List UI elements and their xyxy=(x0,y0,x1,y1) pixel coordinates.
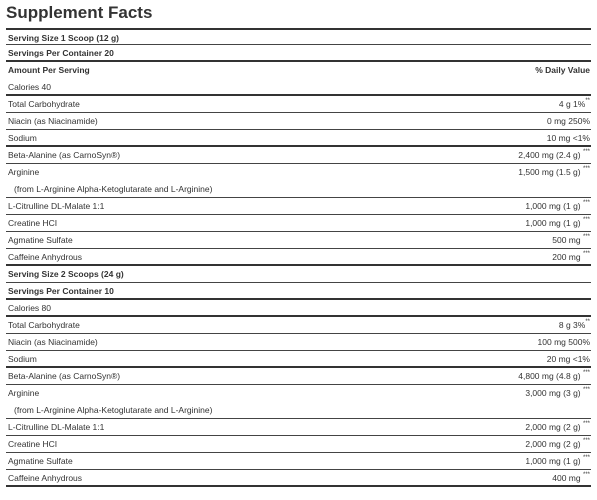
servings-per-container-label: Servings Per Container 20 xyxy=(8,48,114,58)
servings-per-container-label: Servings Per Container 10 xyxy=(8,286,114,296)
nutrient-value: 8 g 3%** xyxy=(558,319,590,330)
nutrient-row xyxy=(6,368,591,385)
nutrient-label: Caffeine Anhydrous xyxy=(8,252,83,262)
servings-per-container-row xyxy=(6,45,591,62)
nutrient-row xyxy=(6,164,591,181)
amount-header-row xyxy=(6,62,591,79)
nutrient-row xyxy=(6,113,591,130)
nutrient-value: 3,000 mg (3 g) *** xyxy=(525,387,590,398)
nutrient-label: L-Citrulline DL-Malate 1:1 xyxy=(8,201,105,211)
serving-size-label: Serving Size 2 Scoops (24 g) xyxy=(8,269,124,279)
nutrient-label: Total Carbohydrate xyxy=(8,99,80,109)
nutrient-label: Sodium xyxy=(8,354,37,364)
nutrient-row xyxy=(6,249,591,266)
nutrient-row xyxy=(6,334,591,351)
footnote-mark: *** xyxy=(582,149,590,155)
nutrient-row xyxy=(6,436,591,453)
nutrient-value: 0 mg 250% xyxy=(547,116,590,126)
footnote-mark: *** xyxy=(582,166,590,172)
nutrient-label: Niacin (as Niacinamide) xyxy=(8,116,98,126)
amount-per-serving-header: Amount Per Serving xyxy=(8,65,90,75)
nutrient-value: 1,500 mg (1.5 g) *** xyxy=(518,166,590,177)
footnote-mark: *** xyxy=(582,387,590,393)
footnote-mark: *** xyxy=(582,421,590,427)
serving-size-row xyxy=(6,28,591,45)
nutrient-label: Caffeine Anhydrous xyxy=(8,473,83,483)
facts-table xyxy=(6,28,591,487)
footnote-mark: *** xyxy=(582,200,590,206)
nutrient-row xyxy=(6,96,591,113)
nutrient-row xyxy=(6,385,591,402)
footnote-mark: *** xyxy=(582,370,590,376)
nutrient-row xyxy=(6,147,591,164)
nutrient-value: 1,000 mg (1 g) *** xyxy=(525,217,590,228)
nutrient-label: Agmatine Sulfate xyxy=(8,456,73,466)
nutrient-value: 4 g 1%** xyxy=(558,98,590,109)
footnote-mark: *** xyxy=(582,251,590,257)
nutrient-value: 1,000 mg (1 g) *** xyxy=(525,200,590,211)
nutrient-label: Total Carbohydrate xyxy=(8,320,80,330)
nutrient-value: 10 mg <1% xyxy=(546,133,590,143)
footnote-mark: *** xyxy=(582,234,590,240)
nutrient-label: Sodium xyxy=(8,133,37,143)
nutrient-subnote: (from L-Arginine Alpha-Ketoglutarate and L-Arginine) xyxy=(14,184,213,194)
calories-row xyxy=(6,300,591,317)
nutrient-value: 2,400 mg (2.4 g) *** xyxy=(518,149,590,160)
nutrient-label: Niacin (as Niacinamide) xyxy=(8,337,98,347)
serving-size-label: Serving Size 1 Scoop (12 g) xyxy=(8,33,120,43)
nutrient-value: 200 mg *** xyxy=(552,251,590,262)
footnote-mark: *** xyxy=(582,438,590,444)
calories-label: Calories 80 xyxy=(8,303,51,313)
footnote-mark: *** xyxy=(582,455,590,461)
nutrient-row xyxy=(6,198,591,215)
serving-size-row xyxy=(6,266,591,283)
nutrient-row xyxy=(6,232,591,249)
nutrient-subnote: (from L-Arginine Alpha-Ketoglutarate and L-Arginine) xyxy=(14,405,213,415)
footnote-mark: ** xyxy=(585,319,590,325)
nutrient-value: 1,000 mg (1 g) *** xyxy=(525,455,590,466)
nutrient-row xyxy=(6,351,591,368)
calories-row xyxy=(6,79,591,96)
nutrient-label: Arginine xyxy=(8,388,40,398)
nutrient-row xyxy=(6,419,591,436)
daily-value-header: % Daily Value xyxy=(535,65,590,75)
nutrient-subnote-row xyxy=(6,181,591,198)
nutrient-row xyxy=(6,317,591,334)
nutrient-label: L-Citrulline DL-Malate 1:1 xyxy=(8,422,105,432)
nutrient-row xyxy=(6,130,591,147)
nutrient-label: Beta-Alanine (as CarnoSyn®) xyxy=(8,371,121,381)
nutrient-value: 4,800 mg (4.8 g) *** xyxy=(518,370,590,381)
footnote-mark: *** xyxy=(582,217,590,223)
calories-label: Calories 40 xyxy=(8,82,51,92)
nutrient-subnote-row xyxy=(6,402,591,419)
nutrient-value: 400 mg *** xyxy=(552,472,590,483)
nutrient-row xyxy=(6,215,591,232)
nutrient-row xyxy=(6,453,591,470)
nutrient-value: 20 mg <1% xyxy=(546,354,590,364)
nutrient-label: Creatine HCI xyxy=(8,439,58,449)
nutrient-label: Creatine HCI xyxy=(8,218,58,228)
nutrient-label: Agmatine Sulfate xyxy=(8,235,73,245)
nutrient-value: 2,000 mg (2 g) *** xyxy=(525,421,590,432)
nutrient-value: 500 mg *** xyxy=(552,234,590,245)
footnote-mark: ** xyxy=(585,98,590,104)
nutrient-value: 100 mg 500% xyxy=(537,337,590,347)
page-title: Supplement Facts xyxy=(6,3,153,22)
nutrient-value: 2,000 mg (2 g) *** xyxy=(525,438,590,449)
nutrient-label: Arginine xyxy=(8,167,40,177)
nutrient-row xyxy=(6,470,591,487)
nutrient-label: Beta-Alanine (as CarnoSyn®) xyxy=(8,150,121,160)
footnote-mark: *** xyxy=(582,472,590,478)
servings-per-container-row xyxy=(6,283,591,300)
